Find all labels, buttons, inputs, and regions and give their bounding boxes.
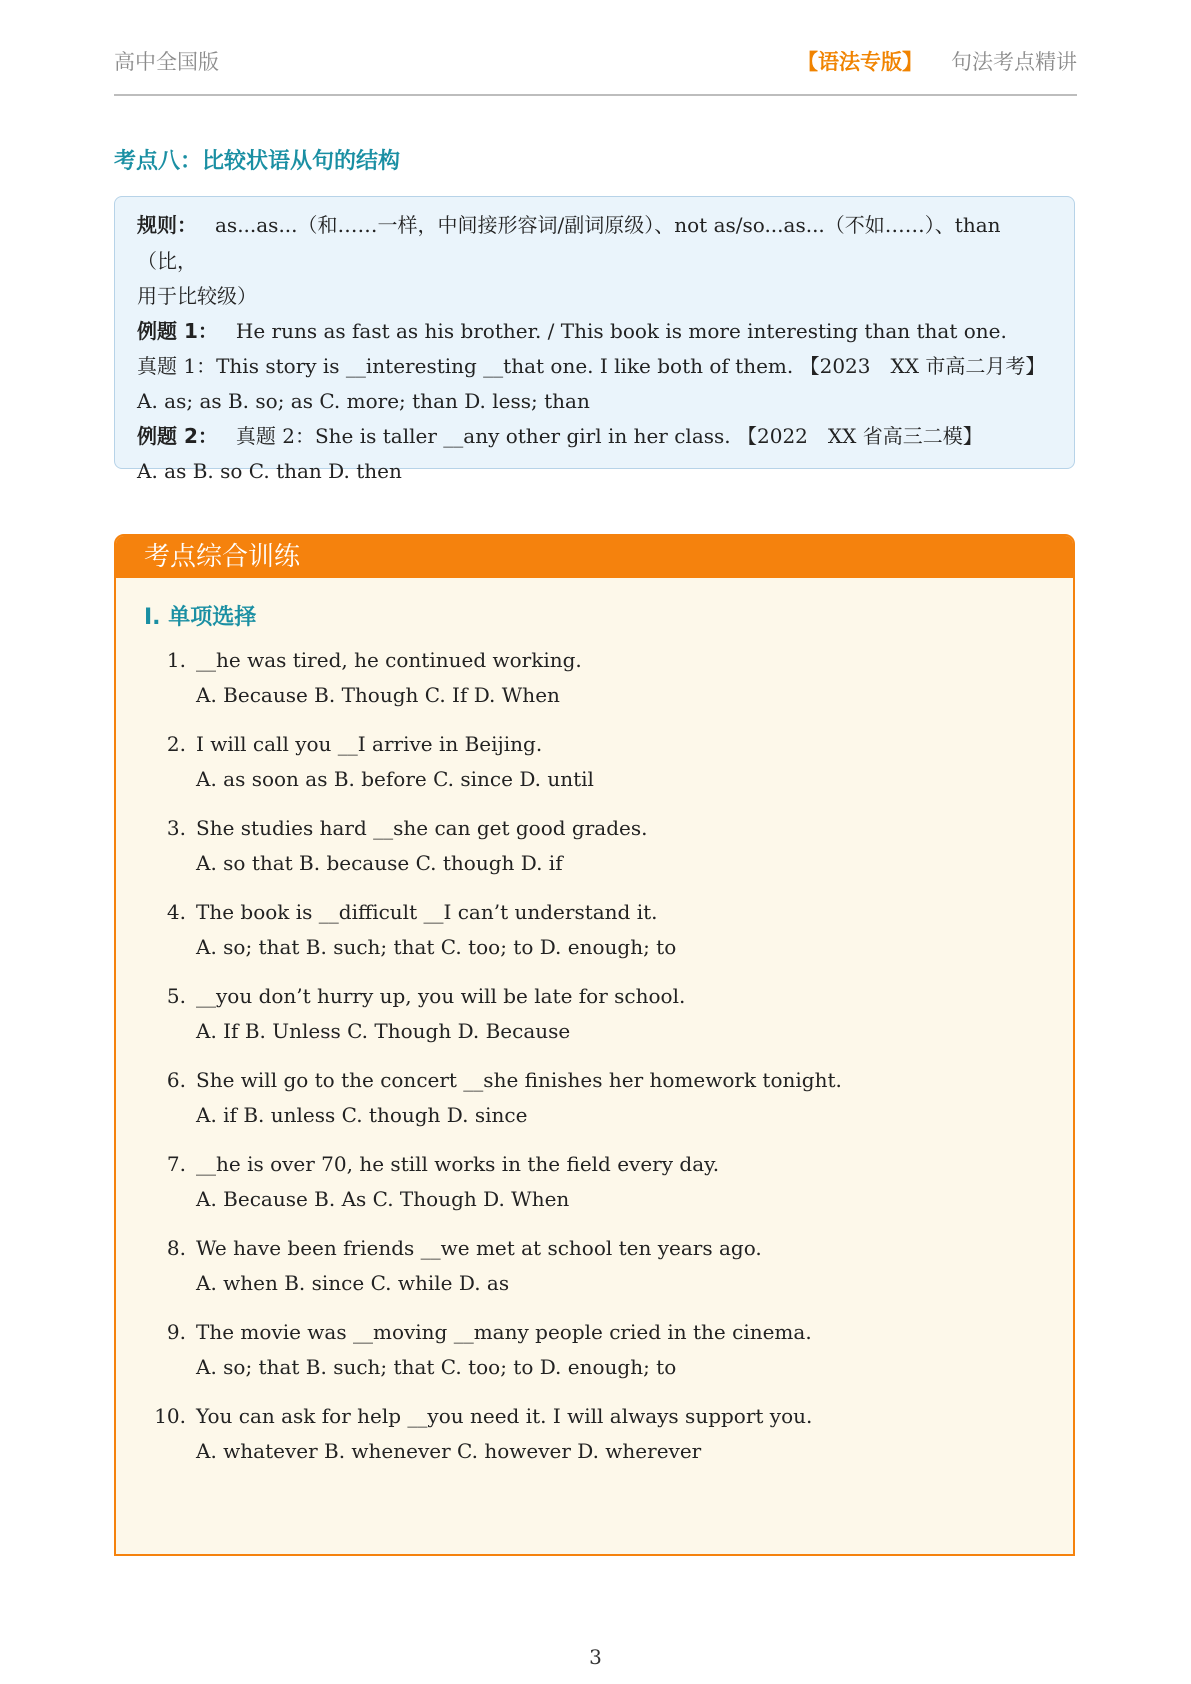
question-text: You can ask for help __you need it. I will always support you. <box>196 1404 813 1428</box>
question-item <box>146 727 1026 797</box>
rule-box <box>114 196 1075 483</box>
example-1-label: 例题 1： <box>137 319 218 343</box>
question-item <box>146 1231 1026 1301</box>
rule-label: 规则： <box>137 213 197 237</box>
question-options: A. Because B. As C. Though D. When <box>196 1187 570 1211</box>
question-options: A. If B. Unless C. Though D. Because <box>196 1019 571 1043</box>
question-item <box>146 895 1026 965</box>
question-number: 4. <box>166 900 186 924</box>
example-2-text: 真题 2：She is taller __any other girl in her class. 【2022 XX 省高三二模】 <box>235 424 983 448</box>
question-stem <box>146 643 1026 678</box>
question-number: 2. <box>166 732 186 756</box>
question-number: 5. <box>166 984 186 1008</box>
real-question-1-options: A. as; as B. so; as C. more; than D. less; than <box>137 389 590 413</box>
question-stem <box>146 1147 1026 1182</box>
question-stem <box>146 1399 1026 1434</box>
question-options: A. when B. since C. while D. as <box>196 1271 510 1295</box>
question-text: I will call you __I arrive in Beijing. <box>196 732 543 756</box>
rule-text-cont: 用于比较级） <box>137 284 257 308</box>
question-item <box>146 1063 1026 1133</box>
question-item <box>146 643 1026 713</box>
question-item <box>146 1399 1026 1469</box>
question-text: She studies hard __she can get good grades. <box>196 816 648 840</box>
question-stem <box>146 727 1026 762</box>
question-stem <box>146 1231 1026 1266</box>
page-number: 3 <box>589 1645 602 1669</box>
example-2-options: A. as B. so C. than D. then <box>137 459 402 483</box>
question-text: She will go to the concert __she finishes her homework tonight. <box>196 1068 842 1092</box>
example-1-text: He runs as fast as his brother. / This book is more interesting than that one. <box>235 319 1007 343</box>
question-item <box>146 979 1026 1049</box>
question-options: A. if B. unless C. though D. since <box>196 1103 528 1127</box>
question-number: 7. <box>166 1152 186 1176</box>
page-header <box>114 44 1077 96</box>
header-tag: 【语法专版】 <box>797 50 923 74</box>
rule-line <box>137 207 1052 279</box>
question-text: The movie was __moving __many people cried in the cinema. <box>196 1320 812 1344</box>
question-options: A. whatever B. whenever C. however D. wherever <box>196 1439 702 1463</box>
question-item <box>146 1147 1026 1217</box>
question-number: 1. <box>166 648 186 672</box>
question-number: 9. <box>166 1320 186 1344</box>
question-text: __he was tired, he continued working. <box>196 648 582 672</box>
question-text: We have been friends __we met at school ten years ago. <box>196 1236 762 1260</box>
question-options: A. so; that B. such; that C. too; to D. enough; to <box>196 1355 677 1379</box>
question-options: A. Because B. Though C. If D. When <box>196 683 560 707</box>
example-1 <box>137 314 1052 349</box>
question-text: __he is over 70, he still works in the field every day. <box>196 1152 720 1176</box>
header-topic: 句法考点精讲 <box>951 50 1077 74</box>
question-options: A. so that B. because C. though D. if <box>196 851 563 875</box>
real-question-1: 真题 1：This story is __interesting __that one. I like both of them. 【2023 XX 市高二月考】 <box>137 354 1046 378</box>
question-number: 3. <box>166 816 186 840</box>
training-title: 考点综合训练 <box>116 536 1073 578</box>
question-stem <box>146 1063 1026 1098</box>
question-item <box>146 811 1026 881</box>
example-2-label: 例题 2： <box>137 424 218 448</box>
question-number: 6. <box>166 1068 186 1092</box>
question-number: 8. <box>166 1236 186 1260</box>
training-subtitle: I. 单项选择 <box>144 605 257 630</box>
section-title: 考点八：比较状语从句的结构 <box>114 149 401 174</box>
question-stem <box>146 895 1026 930</box>
question-item <box>146 1315 1026 1385</box>
question-stem <box>146 979 1026 1014</box>
question-text: The book is __difficult __I can’t understand it. <box>196 900 658 924</box>
question-stem <box>146 1315 1026 1350</box>
example-2 <box>137 419 1052 454</box>
training-panel <box>114 534 1075 1556</box>
question-options: A. so; that B. such; that C. too; to D. enough; to <box>196 935 677 959</box>
question-options: A. as soon as B. before C. since D. until <box>196 767 594 791</box>
question-text: __you don’t hurry up, you will be late for school. <box>196 984 686 1008</box>
header-edition: 高中全国版 <box>114 50 219 74</box>
question-stem <box>146 811 1026 846</box>
header-right <box>797 46 1077 76</box>
rule-text: as...as...（和……一样，中间接形容词/副词原级）、not as/so...as...（不如……）、than（比， <box>137 213 1001 273</box>
question-number: 10. <box>154 1404 186 1428</box>
